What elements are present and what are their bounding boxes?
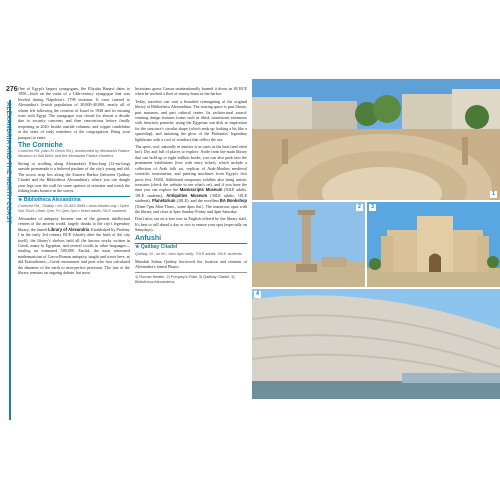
anfushi-heading: Anfushi [135,234,162,242]
photo-badge-3: 3 [369,204,376,211]
page-number: 276 [6,86,18,93]
library-today-paragraph: Today, travelers can visit a beautiful reimagining of the original library at Bibliotheca Alexandrina. The soaring space is part library, part museum, and part cultural center. Its architectural award-winning design features forms such as tilted, translucent enormous with futuristic panache, using the Egyptian sun disk as inspiration for the structure's circular shape (which ends up looking a bit like a spaceship), and imitating the glow of the Ptolemies' legendary lighthouse with a roof of windows that reflect the sea. [135,98,247,142]
biblio-paragraph [18,216,130,275]
exhibits-text-c: (30LE adults, 10LE students), [135,187,247,198]
photo-bibliotheca [252,289,500,399]
chapter-tab-label: ALEXANDRIA AND THE NORTH COAST [5,102,11,224]
text-column-right [135,86,247,285]
section-divider [135,243,247,244]
exhibits-text-a: The sport, roof, naturally in interior is as oasis as the heat (and often hot). Dry and full of places to explore. Aside from the main library that can hold up to eight million books, you can also peek into the permanent exhibitions (free with entry ticket), which include a collection of Arab folk art, replicas of Arab-Muslim medieval scientific instruments, and printing machines from Egypt's first press (est. 1820). Additional temporary exhibits also bring artistic treasures (check the website to see what's on), and if you have the time you can explore the [135,144,247,193]
ba-bookshop: BA Bookshop [219,198,247,204]
exhibits-text-d: (30LE adults, 10LE students), [135,192,247,204]
library-of-alexandria: Library of Alexandria [48,226,90,232]
photo-badge-2: 2 [356,204,363,211]
photo-qaitbay-citadel [367,202,500,287]
qaitbay-heading-label: Qaitbay Citadel [140,244,178,251]
corniche-meta: Corniche Rd. (also El Geish Rd.), bookended by Montazah Palace Museum in Sidi Bishr and the Montazah Palace Gardens [18,149,130,159]
photo-roman-theater [252,79,500,200]
qaitbay-meta: Qaitbay St., no tel.; 9am-4pm daily; 70LE adults, 35LE students [135,251,242,256]
photo-pompeys-pillar [252,202,365,287]
synagogue-paragraph: One of Egypt's largest synagogues, the Eliyahu Hanavi dates to 1850—built on the ruins of a 14th-century synagogue that was leveled during Napoleon's 1798 invasion. It once catered to Alexandria's Jewish population of 30,000-40,000, nearly all of whom left following the creation of Israel in 1948 and its ensuing wars with Egypt. The synagogue was closed for almost a decade due to security concerns and then renovations before finally reopening in 2020. Inside, marble columns, and copper candelabra at the seats of early members of the congregation. Bring your passport to enter. [18,86,130,140]
photo-badge-4: 4 [254,291,261,298]
text-column-left [18,86,130,277]
tour-paragraph: Don't miss out on a free tour in English offered by the library staff. It's best to call ahead a day or two to ensure your spot (especially on Saturdays). [135,216,247,233]
library-exhibits-paragraph [135,144,247,214]
bibliotheca-image [252,289,500,399]
biblio-heading [18,198,130,203]
planetarium: Planetarium [152,198,176,204]
corniche-paragraph: Sitting or strolling along Alexandria's 8-km-long (12-mi-long) seaside promenade is a beloved pastime of the city's young and old. The nicest strip lies along the Eastern Harbor (between Qaitbay Citadel and the Bibliotheca Alexandrina), where you can dangle your legs over the wall for some spritzes of seawater and watch the fishing boats bounce in the waves. [18,161,130,194]
qaitbay-heading [135,245,247,250]
antiquities-museum: Antiquities Museum [166,192,208,198]
star-icon: ★ [135,244,140,251]
qaitbay-citadel-image [367,202,500,287]
biblio-heading-label: Bibliotheca Alexandrina [23,197,81,203]
photo-badge-1: 1 [490,191,497,198]
biblio-meta: Corniche Rd., Shatby • tel. 03-483-9999 • www.bibalex.org • Open Sat-Thurs 10am-7pm, Fri 2pm-7pm • ticket adults 70LE students [18,204,129,214]
exhibits-text-e: (20LE), and the excellent [175,198,220,204]
exhibits-text-f: (10am-7pm Mon-Thurs., some 4pm Sat.). The numerous opus with the library and close at 3pm Sunday-Friday and 4pm Saturday. [135,203,247,214]
biblio-text-b: . Established by Ptolemy I in the early 3rd century BCE (shortly after the birth of the city itself), the library's shelves held all the known works written in Greek, many in Egyptian, and several scrolls in other languages—totaling an estimated 500,000. Euclid, the most renowned mathematician of Greco-Roman antiquity, taught and wrote here, as did Eratosthenes—Greek astronomer and poet who first calculated the diameter of the earth to near-perfect precision. The fate of the library remains an ongoing debate, but most [18,226,130,276]
corniche-heading: The Corniche [18,142,63,150]
biblio-text-a: Alexandria of antiquity became one of the greatest intellectual centers of the ancient world, largely thanks to the city's legendary library, the famed [18,216,130,232]
roman-theater-image [252,79,500,200]
pompeys-pillar-image [252,202,365,287]
star-icon: ★ [18,197,23,203]
library-fate-paragraph: historians guess Caesar unintentionally burned it down in 48 BCE when he torched a fleet of enemy boats in the harbor. [135,86,247,97]
qaitbay-paragraph: Mamluk Sultan Qaitbay borrowed the location and remains of Alexandria's famed Pharos [135,258,247,270]
photo-caption: 1) Roman theater, 2) Pompey's Pillar, 3) Qaitbay Citadel, 4) Bibliotheca Alexandrina [135,272,247,285]
section-divider [18,196,130,197]
manuscripts-museum: Manuscripts Museum [179,187,223,193]
chapter-tab [6,100,14,420]
